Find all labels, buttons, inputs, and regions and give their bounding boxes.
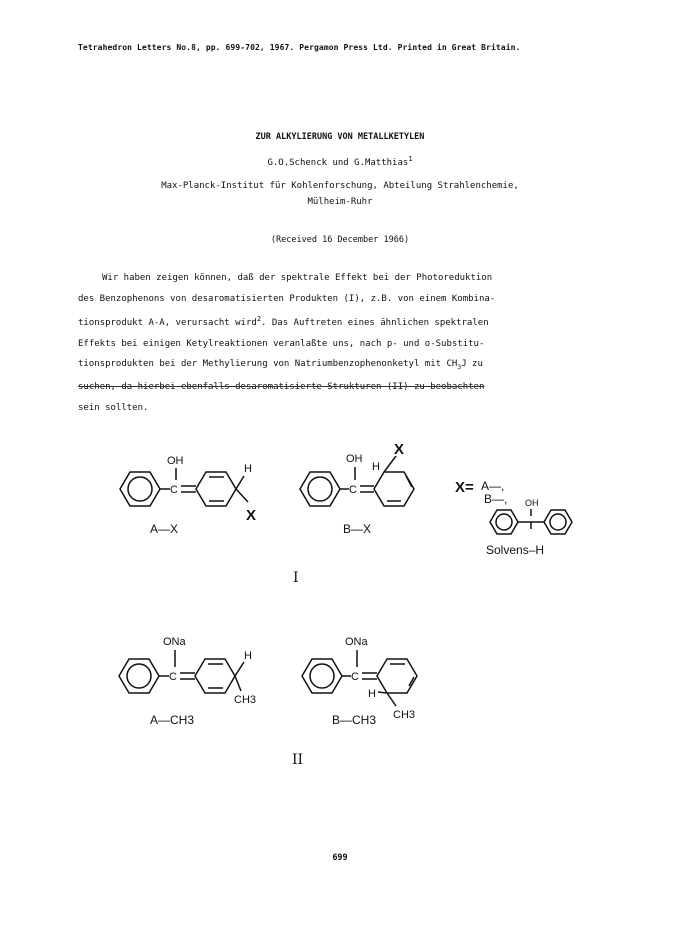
page-number: 699 bbox=[332, 853, 348, 863]
bond bbox=[236, 476, 244, 489]
ring-double-bond bbox=[406, 476, 412, 487]
x-equals: X= bbox=[455, 479, 474, 496]
paragraph-line-3b: . Das Auftreten eines ähnlichen spektralen bbox=[261, 318, 489, 328]
oh-label: OH bbox=[525, 498, 539, 508]
author-footnote-mark: 1 bbox=[408, 155, 413, 163]
bond bbox=[236, 489, 248, 502]
bond bbox=[384, 456, 396, 472]
h-label: H bbox=[372, 461, 380, 473]
h-label: H bbox=[368, 688, 376, 700]
carbon-label: C bbox=[349, 484, 357, 496]
institution-line-1: Max-Planck-Institut für Kohlenforschung, Abteilung Strahlenchemie, bbox=[161, 181, 519, 191]
paragraph-line-6: suchen, da hierbei ebenfalls desaromatisierte Strukturen (II) zu beobachten bbox=[78, 382, 485, 393]
aromatic-circle bbox=[308, 477, 332, 501]
carbon-label: C bbox=[351, 671, 359, 683]
bond bbox=[235, 662, 244, 676]
label-b-ch3: B—CH3 bbox=[332, 713, 377, 727]
carbon-label: C bbox=[170, 484, 178, 496]
x-def-a: A—, bbox=[481, 479, 505, 493]
roman-numeral-ii: II bbox=[292, 752, 304, 768]
paragraph-line-5b: J zu bbox=[461, 359, 483, 369]
ch3-label: CH3 bbox=[234, 694, 257, 706]
paragraph-line-1: Wir haben zeigen können, daß der spektrale Effekt bei der Photoreduktion bbox=[102, 273, 493, 283]
aromatic-circle bbox=[127, 664, 151, 688]
label-a-ch3: A—CH3 bbox=[150, 713, 195, 727]
paragraph-line-2: des Benzophenons von desaromatisierten Produkten (I), z.B. von einem Kombina- bbox=[78, 293, 496, 304]
x-label: X bbox=[394, 441, 405, 458]
structure-a-ch3 bbox=[119, 636, 256, 727]
aromatic-circle bbox=[128, 477, 152, 501]
ona-label: ONa bbox=[345, 636, 368, 648]
bond bbox=[235, 676, 241, 691]
label-a-x: A—X bbox=[150, 522, 179, 536]
label-b-x: B—X bbox=[343, 522, 372, 536]
institution-line-2: Mülheim-Ruhr bbox=[307, 197, 373, 207]
paragraph-line-5a: tionsprodukten bei der Methylierung von Natriumbenzophenonketyl mit CH bbox=[78, 359, 458, 369]
structure-b-x bbox=[300, 441, 414, 536]
bond bbox=[378, 692, 387, 693]
reference-2: 2 bbox=[256, 315, 262, 323]
journal-header: Tetrahedron Letters No.8, pp. 699-702, 1967. Pergamon Press Ltd. Printed in Great Britain. bbox=[78, 43, 521, 52]
h-label: H bbox=[244, 650, 252, 662]
oh-label: OH bbox=[167, 455, 184, 467]
aromatic-circle bbox=[496, 514, 512, 530]
oh-label: OH bbox=[346, 453, 363, 465]
ona-label: ONa bbox=[163, 636, 186, 648]
h-label: H bbox=[244, 463, 252, 475]
author-names: G.O.Schenck und G.Matthias bbox=[267, 158, 409, 168]
paragraph-line-4: Effekts bei einigen Ketylreaktionen veranlaßte uns, nach p- und o-Substitu- bbox=[78, 338, 485, 349]
x-definition bbox=[455, 479, 572, 557]
bond bbox=[387, 693, 396, 706]
x-label: X bbox=[246, 507, 257, 524]
paper-title: ZUR ALKYLIERUNG VON METALLKETYLEN bbox=[255, 132, 425, 142]
paragraph-line-7: sein sollten. bbox=[78, 402, 149, 413]
x-def-b: B—, bbox=[484, 492, 508, 506]
subscript-3: 3 bbox=[457, 362, 462, 371]
carbon-label: C bbox=[169, 671, 177, 683]
solvens-label: Solvens–H bbox=[486, 543, 545, 557]
aromatic-circle bbox=[550, 514, 566, 530]
structure-a-x bbox=[120, 455, 256, 536]
roman-numeral-i: I bbox=[293, 570, 299, 586]
aromatic-circle bbox=[310, 664, 334, 688]
ch3-label: CH3 bbox=[393, 709, 416, 721]
received-date: (Received 16 December 1966) bbox=[270, 235, 410, 245]
structure-b-ch3 bbox=[302, 636, 417, 727]
paragraph-line-3a: tionsprodukt A-A, verursacht wird bbox=[78, 318, 257, 328]
